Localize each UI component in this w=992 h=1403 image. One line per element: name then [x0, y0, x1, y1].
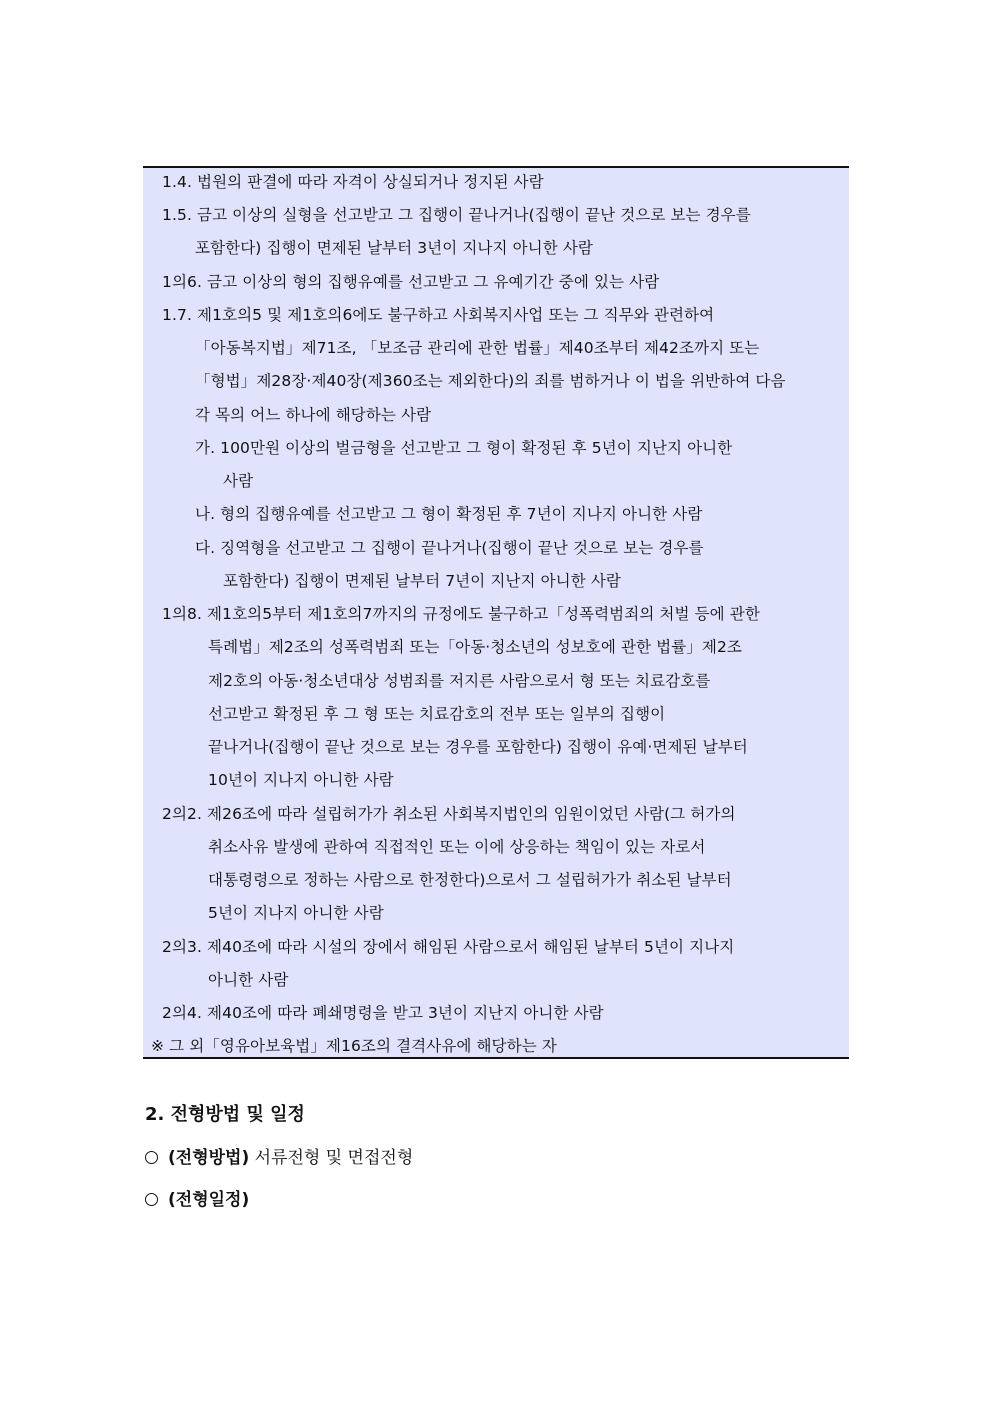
circle-bullet-icon [145, 1151, 158, 1164]
box-line: 대통령령으로 정하는 사람으로 한정한다)으로서 그 설립허가가 취소된 날부터 [208, 871, 732, 889]
box-line: 1.5. 금고 이상의 실형을 선고받고 그 집행이 끝나거나(집행이 끝난 것으로 보는 경우를 [162, 206, 751, 224]
box-line: 나. 형의 집행유예를 선고받고 그 형이 확정된 후 7년이 지나지 아니한 사람 [195, 505, 703, 523]
box-line: 10년이 지나지 아니한 사람 [208, 771, 394, 789]
box-line: 1의6. 금고 이상의 형의 집행유예를 선고받고 그 유예기간 중에 있는 사람 [162, 273, 660, 291]
bullet-label: (전형방법) [168, 1148, 250, 1168]
box-line: 1의8. 제1호의5부터 제1호의7까지의 규정에도 불구하고「성폭력범죄의 처벌 등에 관한 [162, 605, 760, 623]
bullet-label: (전형일정) [168, 1190, 250, 1210]
circle-bullet-icon [145, 1193, 158, 1206]
box-line: 「아동복지법」제71조, 「보조금 관리에 관한 법률」제40조부터 제42조까지 또는 [195, 339, 760, 357]
box-line: 아니한 사람 [208, 971, 289, 989]
box-line: 포함한다) 집행이 면제된 날부터 3년이 지나지 아니한 사람 [195, 239, 593, 257]
box-line: 특례법」제2조의 성폭력범죄 또는「아동·청소년의 성보호에 관한 법률」제2조 [208, 638, 743, 656]
box-line: 2의3. 제40조에 따라 시설의 장에서 해임된 사람으로서 해임된 날부터 5년이 지나지 [162, 938, 735, 956]
bullet-item [145, 1143, 413, 1168]
box-line: ※ 그 외「영유아보육법」제16조의 결격사유에 해당하는 자 [151, 1037, 557, 1055]
box-line: 다. 징역형을 선고받고 그 집행이 끝나거나(집행이 끝난 것으로 보는 경우를 [195, 539, 704, 557]
box-line: 2의4. 제40조에 따라 폐쇄명령을 받고 3년이 지난지 아니한 사람 [162, 1004, 604, 1022]
box-line: 포함한다) 집행이 면제된 날부터 7년이 지난지 아니한 사람 [223, 572, 621, 590]
box-line: 5년이 지나지 아니한 사람 [208, 904, 384, 922]
box-line: 제2호의 아동·청소년대상 성범죄를 저지른 사람으로서 형 또는 치료감호를 [208, 672, 711, 690]
box-line: 1.4. 법원의 판결에 따라 자격이 상실되거나 정지된 사람 [162, 173, 544, 191]
bullet-text: 서류전형 및 면접전형 [254, 1148, 414, 1168]
box-line: 각 목의 어느 하나에 해당하는 사람 [195, 406, 432, 424]
box-line: 끝나거나(집행이 끝난 것으로 보는 경우를 포함한다) 집행이 유예·면제된 날부터 [208, 738, 748, 756]
box-line: 사람 [223, 472, 254, 490]
box-line: 1.7. 제1호의5 및 제1호의6에도 불구하고 사회복지사업 또는 그 직무와 관련하여 [162, 306, 715, 324]
box-line: 가. 100만원 이상의 벌금형을 선고받고 그 형이 확정된 후 5년이 지난지 아니한 [195, 439, 733, 457]
box-line: 선고받고 확정된 후 그 형 또는 치료감호의 전부 또는 일부의 집행이 [208, 705, 666, 723]
bullet-item [145, 1185, 249, 1210]
section-heading: 2. 전형방법 및 일정 [145, 1104, 305, 1125]
box-line: 「형법」제28장·제40장(제360조는 제외한다)의 죄를 범하거나 이 법을 위반하여 다음 [195, 372, 786, 390]
box-line: 취소사유 발생에 관하여 직접적인 또는 이에 상응하는 책임이 있는 자로서 [208, 838, 706, 856]
box-line: 2의2. 제26조에 따라 설립허가가 취소된 사회복지법인의 임원이었던 사람(그 허가의 [162, 805, 736, 823]
